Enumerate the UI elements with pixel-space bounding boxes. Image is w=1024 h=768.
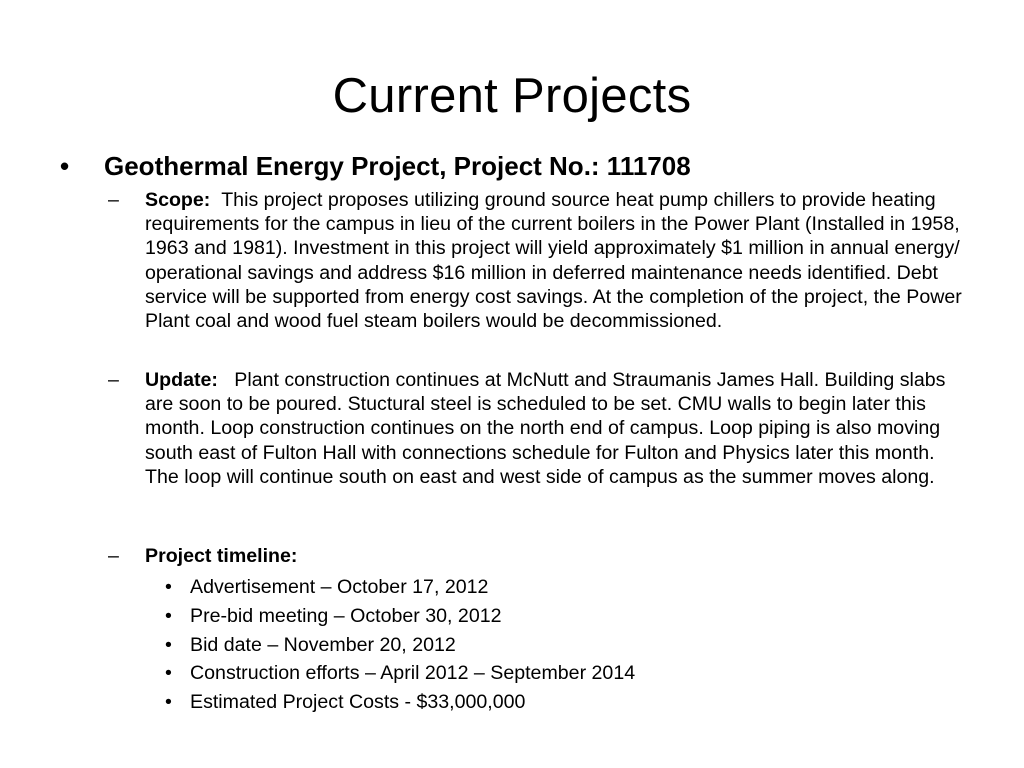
bullet-symbol: •: [60, 151, 70, 181]
update-text: Plant construction continues at McNutt and Straumanis James Hall. Building slabs are soon to be poured. Stuctural steel is scheduled to be set. CMU walls to begin later this month. Loop construction continues on the north end of campus. Loop piping is also moving south east of Fulton Hall with connections schedule for Fulton and Physics later this month. The loop will continue south on east and west side of campus as the summer moves along.: [145, 369, 946, 488]
timeline-entry: [165, 661, 865, 685]
scope-text: This project proposes utilizing ground source heat pump chillers to provide heating requirements for the campus in lieu of the current boilers in the Power Plant (Installed in 1958, 1963 and 1981). Investment in this project will yield approximately $1 million in annual energy/ operational savings and address $16 million in deferred maintenance needs identified. Debt service will be supported from energy cost savings. At the completion of the project, the Power Plant coal and wood fuel steam boilers would be decommissioned.: [145, 189, 962, 333]
update-item: [108, 368, 968, 489]
timeline-entry-text: Bid date – November 20, 2012: [190, 634, 456, 656]
timeline-entry-text: Advertisement – October 17, 2012: [190, 576, 489, 598]
timeline-entry: [165, 690, 865, 714]
timeline-entry: [165, 604, 865, 628]
timeline-entry-text: Construction efforts – April 2012 – September 2014: [190, 662, 636, 684]
timeline-body: [145, 544, 967, 568]
timeline-entry-text: Pre-bid meeting – October 30, 2012: [190, 605, 502, 627]
bullet-symbol: •: [165, 691, 172, 713]
update-label: Update:: [145, 369, 218, 391]
timeline-label: Project timeline:: [145, 545, 298, 567]
bullet-symbol: •: [165, 662, 172, 684]
timeline-entry: [165, 633, 865, 657]
timeline-entry-text: Estimated Project Costs - $33,000,000: [190, 691, 526, 713]
bullet-symbol: •: [165, 576, 172, 598]
dash-symbol: –: [108, 545, 119, 567]
dash-symbol: –: [108, 189, 119, 211]
dash-symbol: –: [108, 369, 119, 391]
update-body: [145, 368, 967, 489]
timeline-item: [108, 544, 968, 568]
scope-body: [145, 188, 967, 333]
bullet-symbol: •: [165, 634, 172, 656]
timeline-entry: [165, 575, 865, 599]
slide-title: Current Projects: [332, 69, 692, 123]
scope-label: Scope:: [145, 189, 211, 211]
scope-item: [108, 188, 968, 333]
main-bullet-text: Geothermal Energy Project, Project No.: 111708: [104, 151, 691, 181]
bullet-symbol: •: [165, 605, 172, 627]
